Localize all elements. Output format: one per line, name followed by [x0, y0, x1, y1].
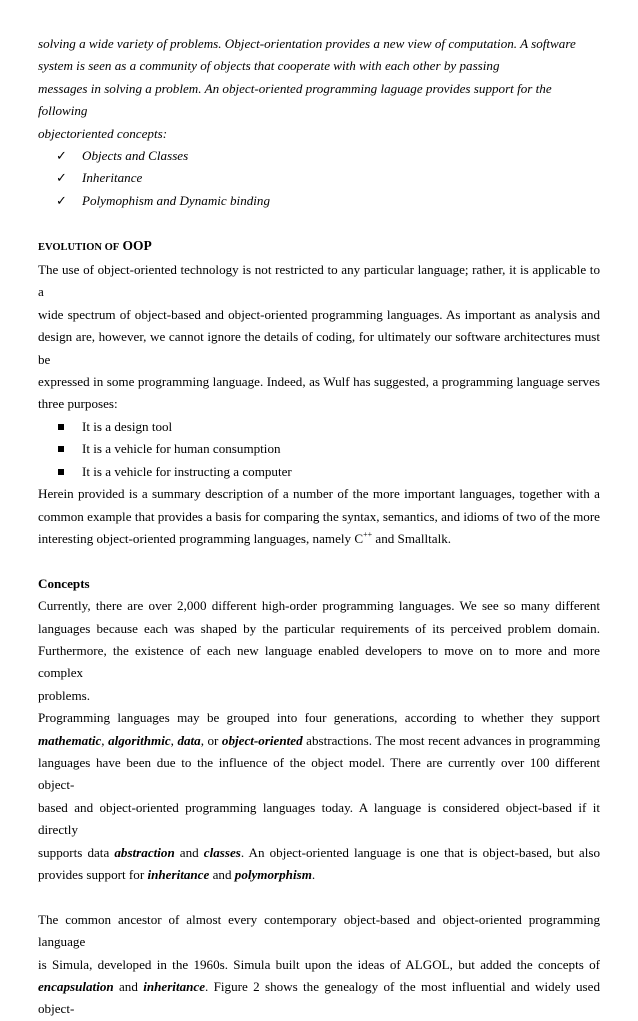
evolution-paragraph-1	[38, 259, 600, 416]
list-item: It is a vehicle for instructing a computer	[56, 461, 600, 483]
list-item: It is a design tool	[56, 416, 600, 438]
purposes-list	[38, 416, 600, 483]
section-heading-concepts: Concepts	[38, 575, 90, 591]
checkmark-icon: ✓	[56, 170, 67, 186]
intro-line: solving a wide variety of problems. Object-orientation provides a new view of computation. A software	[38, 36, 576, 51]
oop-concepts-list	[38, 145, 600, 212]
checkmark-icon: ✓	[56, 148, 67, 164]
intro-line: objectoriented concepts:	[38, 125, 168, 141]
text-line: problems.	[38, 687, 91, 703]
text-line: based and object-oriented programming languages today. A language is considered object-based if it directly	[38, 799, 600, 838]
text-line: The common ancestor of almost every contemporary object-based and object-oriented programming language	[38, 911, 600, 950]
evolution-paragraph-2	[38, 483, 600, 550]
section-heading-evolution: EVOLUTION OF OOP	[38, 237, 152, 253]
text-line: three purposes:	[38, 396, 118, 412]
text-line: Herein provided is a summary description of a number of the more important languages, together with a	[38, 486, 600, 502]
text-line: is Simula, developed in the 1960s. Simula built upon the ideas of ALGOL, but added the concepts of	[38, 956, 600, 972]
list-item: ✓ Inheritance	[56, 167, 600, 189]
text-line: design are, however, we cannot ignore the details of coding, for ultimately our software architectures must be	[38, 329, 600, 367]
intro-line: system is seen as a community of objects that cooperate with with each other by passing	[38, 58, 500, 74]
square-bullet-icon	[58, 446, 64, 452]
list-item: ✓ Polymophism and Dynamic binding	[56, 190, 600, 212]
text-line: mathematic, algorithmic, data, or object-oriented abstractions. The most recent advances in programming	[38, 732, 601, 748]
text-line: expressed in some programming language. Indeed, as Wulf has suggested, a programming language serves	[38, 374, 600, 390]
square-bullet-icon	[58, 424, 64, 430]
text-line: languages because each was shaped by the particular requirements of its perceived problem domain.	[38, 620, 600, 636]
concepts-paragraph-3	[38, 909, 600, 1021]
intro-line: messages in solving a problem. An object-oriented programming laguage provides support for the following	[38, 80, 552, 119]
text-line: languages have been due to the influence of the object model. There are currently over 100 different object-	[38, 754, 600, 793]
square-bullet-icon	[58, 469, 64, 475]
document-page	[38, 33, 600, 1021]
concepts-paragraph-2	[38, 707, 600, 886]
text-line: wide spectrum of object-based and object-oriented programming languages. As important as analysis and	[38, 306, 600, 322]
text-line: Furthermore, the existence of each new language enabled developers to move on to more and more complex	[38, 642, 600, 681]
checkmark-icon: ✓	[56, 192, 67, 208]
list-item: ✓ Objects and Classes	[56, 145, 600, 167]
text-line: The use of object-oriented technology is not restricted to any particular language; rather, it is applicable to a	[38, 262, 600, 300]
text-line: provides support for inheritance and polymorphism.	[38, 867, 316, 882]
text-line: common example that provides a basis for comparing the syntax, semantics, and idioms of two of the more	[38, 508, 600, 524]
text-line: Currently, there are over 2,000 different high-order programming languages. We see so many different	[38, 598, 600, 614]
text-line: supports data abstraction and classes. An object-oriented language is one that is object-based, but also	[38, 844, 601, 860]
text-line: Programming languages may be grouped into four generations, according to whether they support	[38, 710, 600, 726]
concepts-paragraph-1	[38, 595, 600, 707]
text-line: interesting object-oriented programming languages, namely C++ and Smalltalk.	[38, 529, 452, 546]
list-item: It is a vehicle for human consumption	[56, 438, 600, 460]
intro-paragraph	[38, 33, 600, 145]
text-line: encapsulation and inheritance. Figure 2 shows the genealogy of the most influential and widely used object-	[38, 979, 601, 1017]
